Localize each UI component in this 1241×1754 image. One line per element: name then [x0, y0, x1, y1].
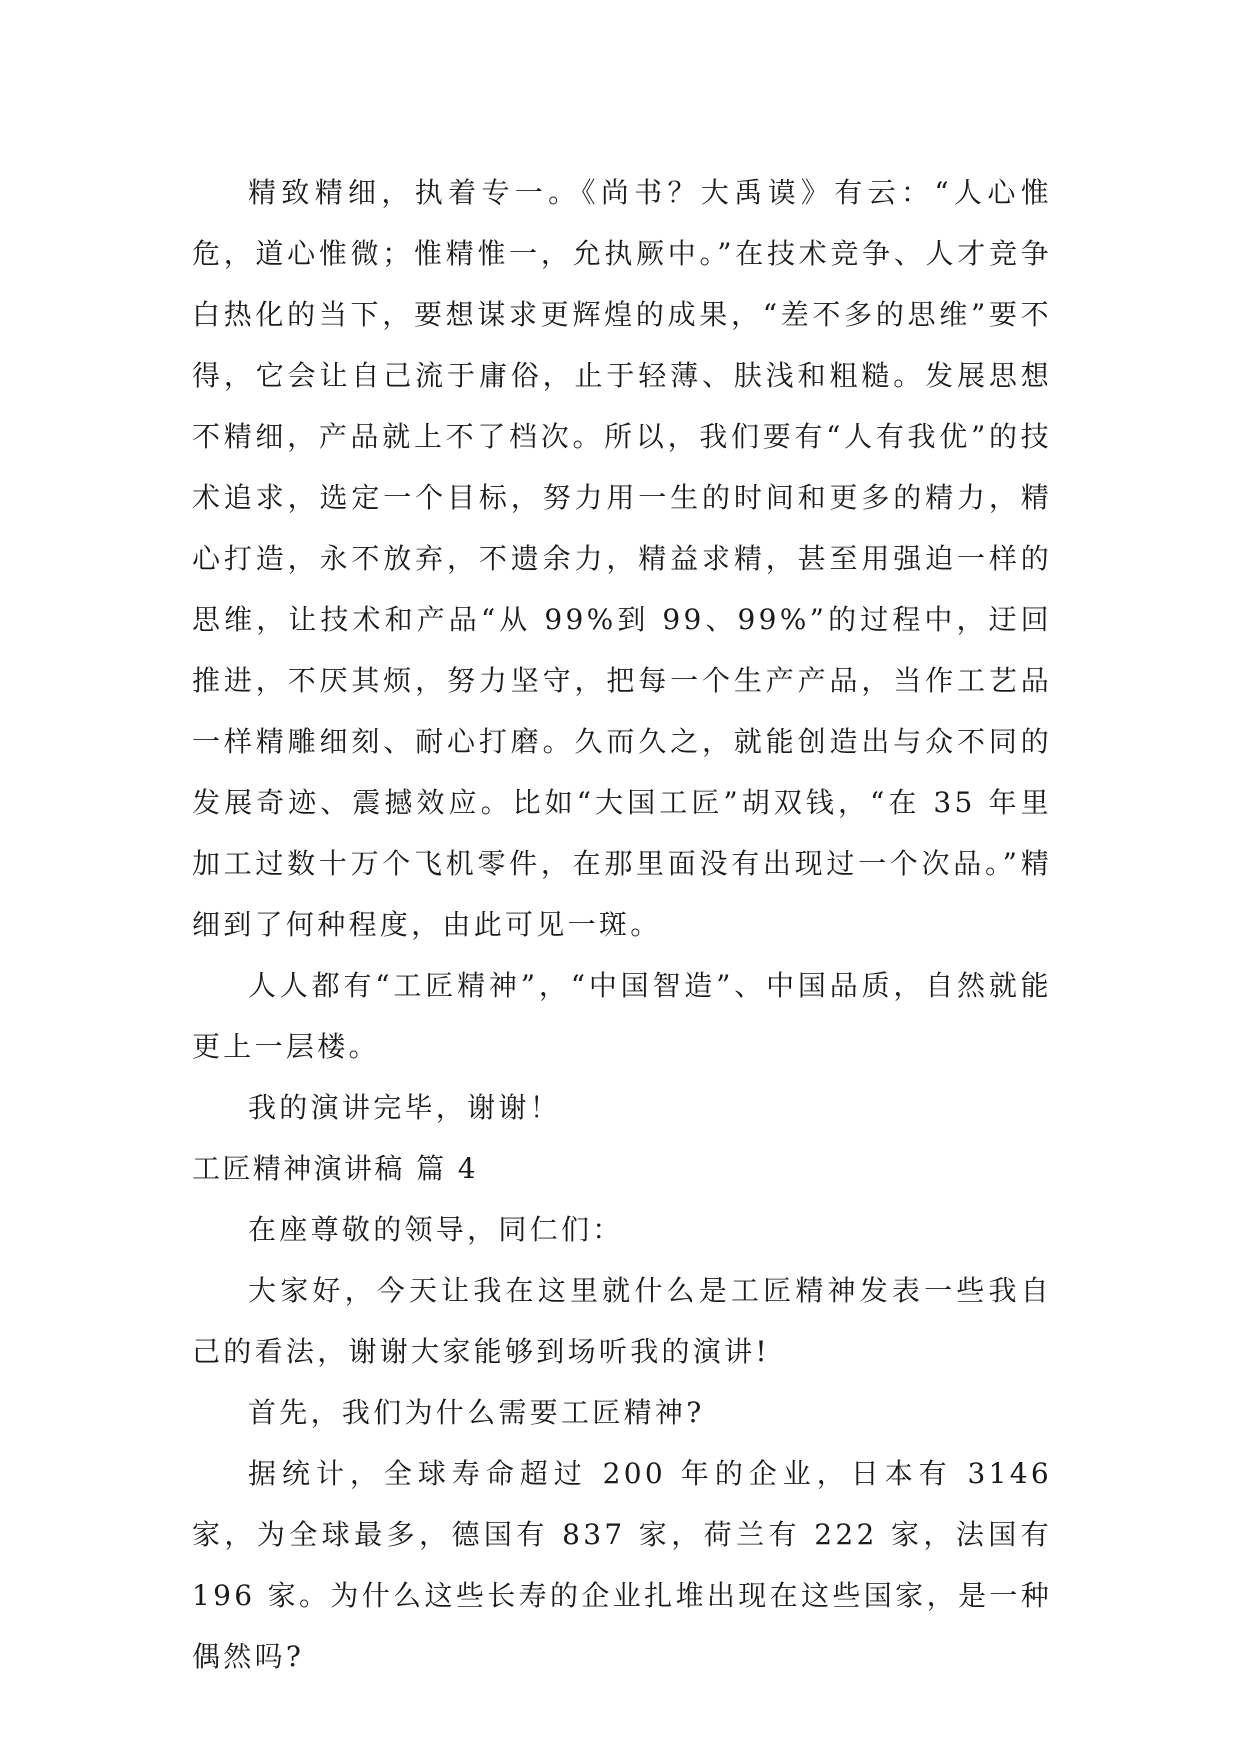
paragraph-closing: 我的演讲完毕，谢谢！	[248, 1091, 562, 1124]
paragraph-precision: 精致精细，执着专一。《尚书？大禹谟》有云：“人心惟危，道心惟微；惟精惟一，允执厥中。”在技术竞争、人才竞争白热化的当下，要想谋求更辉煌的成果，“差不多的思维”要不得，它会让自己流于庸俗，止于轻薄、肤浅和粗糙。发展思想不精细，产品就上不了档次。所以，我们要有“人有我优”的技术追求，选定一个目标，努力用一生的时间和更多的精力，精心打造，永不放弃，不遗余力，精益求精，甚至用强迫一样的思维，让技术和产品“从 99%到 99、99%”的过程中，迂回推进，不厌其烦，努力坚守，把每一个生产产品，当作工艺品一样精雕细刻、耐心打磨。久而久之，就能创造出与众不同的发展奇迹、震撼效应。比如“大国工匠”胡双钱，“在 35 年里加工过数十万个飞机零件，在那里面没有出现过一个次品。”精细到了何种程度，由此可见一斑。	[192, 176, 1052, 941]
section-heading: 工匠精神演讲稿 篇 4	[192, 1152, 479, 1185]
document-body	[192, 162, 1052, 1687]
paragraph-question: 首先，我们为什么需要工匠精神?	[248, 1396, 705, 1429]
paragraph-statistics: 据统计，全球寿命超过 200 年的企业，日本有 3146 家，为全球最多，德国有 837 家，荷兰有 222 家，法国有 196 家。为什么这些长寿的企业扎堆出现在这些国家，是一种偶然吗?	[192, 1457, 1052, 1673]
paragraph-introduction: 大家好，今天让我在这里就什么是工匠精神发表一些我自己的看法，谢谢大家能够到场听我的演讲!	[192, 1274, 1052, 1368]
paragraph-greeting: 在座尊敬的领导，同仁们：	[248, 1213, 624, 1246]
paragraph-craftsman-spirit: 人人都有“工匠精神”，“中国智造”、中国品质，自然就能更上一层楼。	[192, 969, 1052, 1063]
